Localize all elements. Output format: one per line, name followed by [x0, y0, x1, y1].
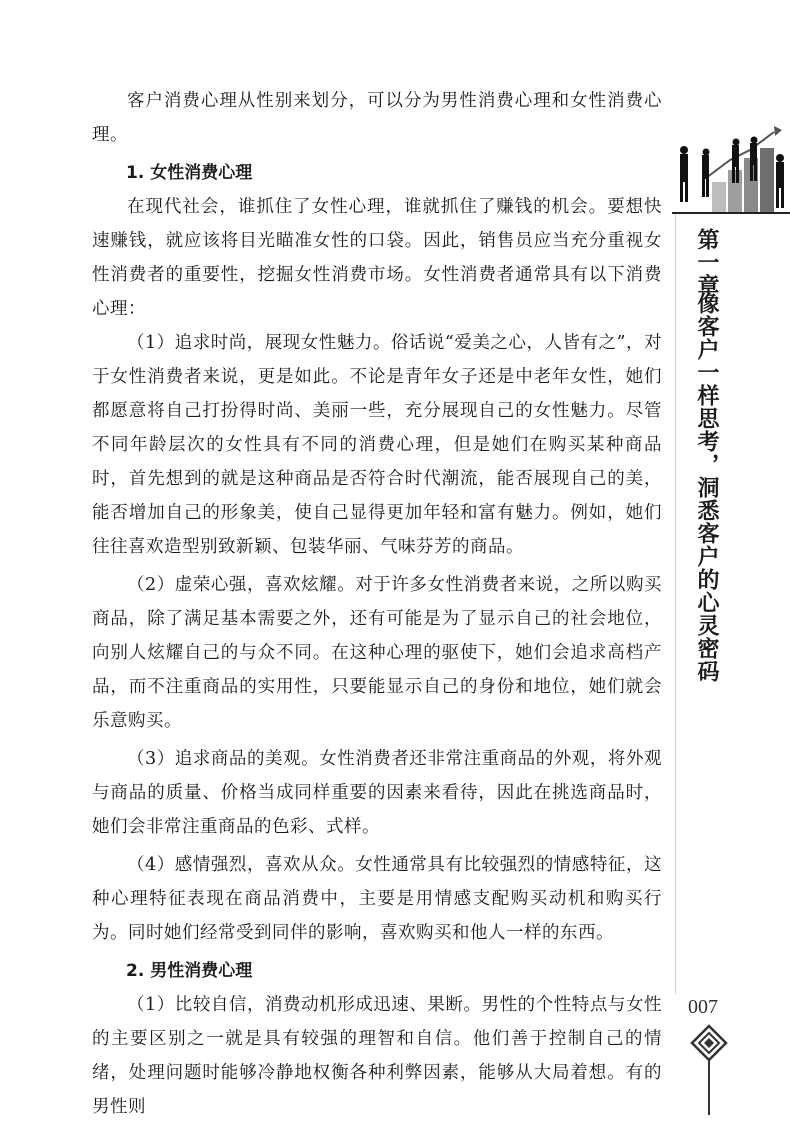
chapter-label: 第一章 — [694, 228, 719, 297]
main-text-column — [92, 84, 662, 1124]
female-point-4: （4）感情强烈，喜欢从众。女性通常具有比较强烈的情感特征，这种心理特征表现在商品消费中，主要是用情感支配购买动机和购买行为。同时她们经常受到同伴的影响，喜欢购买和他人一样的东西。 — [92, 855, 662, 943]
sidebar-top-rule — [672, 212, 790, 214]
page-number: 007 — [688, 996, 718, 1018]
diamond-ornament-icon — [688, 1022, 730, 1115]
female-point-2: （2）虚荣心强，喜欢炫耀。对于许多女性消费者来说，之所以购买商品，除了满足基本需要之外，还有可能是为了显示自己的社会地位，向别人炫耀自己的与众不同。在这种心理的驱使下，她们会追求高档产品，而不注重商品的实用性，只要能显示自己的身份和地位，她们就会乐意购买。 — [92, 575, 662, 731]
businessmen-chart-icon — [672, 120, 790, 212]
intro-paragraph: 客户消费心理从性别来划分，可以分为男性消费心理和女性消费心理。 — [92, 91, 662, 145]
female-point-3: （3）追求商品的美观。女性消费者还非常注重商品的外观，将外观与商品的质量、价格当成同样重要的因素来看待，因此在挑选商品时，她们会非常注重商品的色彩、式样。 — [92, 749, 662, 837]
section1-intro-paragraph: 在现代社会，谁抓住了女性心理，谁就抓住了赚钱的机会。要想快速赚钱，就应该将目光瞄准女性的口袋。因此，销售员应当充分重视女性消费者的重要性，挖掘女性消费市场。女性消费者通常具有以下消费心理： — [92, 197, 662, 319]
male-point-1: （1）比较自信，消费动机形成迅速、果断。男性的个性特点与女性的主要区别之一就是具有较强的理智和自信。他们善于控制自己的情绪，处理问题时能够冷静地权衡各种利弊因素，能够从大局着想。有的男性则 — [92, 995, 662, 1117]
section-heading-female: 1. 女性消费心理 — [126, 163, 253, 183]
section-heading-male: 2. 男性消费心理 — [126, 961, 253, 981]
sidebar-vertical-rule — [675, 214, 676, 994]
female-point-1: （1）追求时尚，展现女性魅力。俗话说“爱美之心，人皆有之”，对于女性消费者来说，更是如此。不论是青年女子还是中老年女性，她们都愿意将自己打扮得时尚、美丽一些，充分展现自己的女性魅力。尽管不同年龄层次的女性具有不同的消费心理，但是她们在购买某种商品时，首先想到的就是这种商品是否符合时代潮流，能否展现自己的美，能否增加自己的形象美，使自己显得更加年轻和富有魅力。例如，她们往往喜欢造型别致新颖、包装华丽、气味芬芳的商品。 — [92, 333, 662, 557]
chapter-title: 像客户一样思考，洞悉客户的心灵密码 — [694, 292, 719, 683]
